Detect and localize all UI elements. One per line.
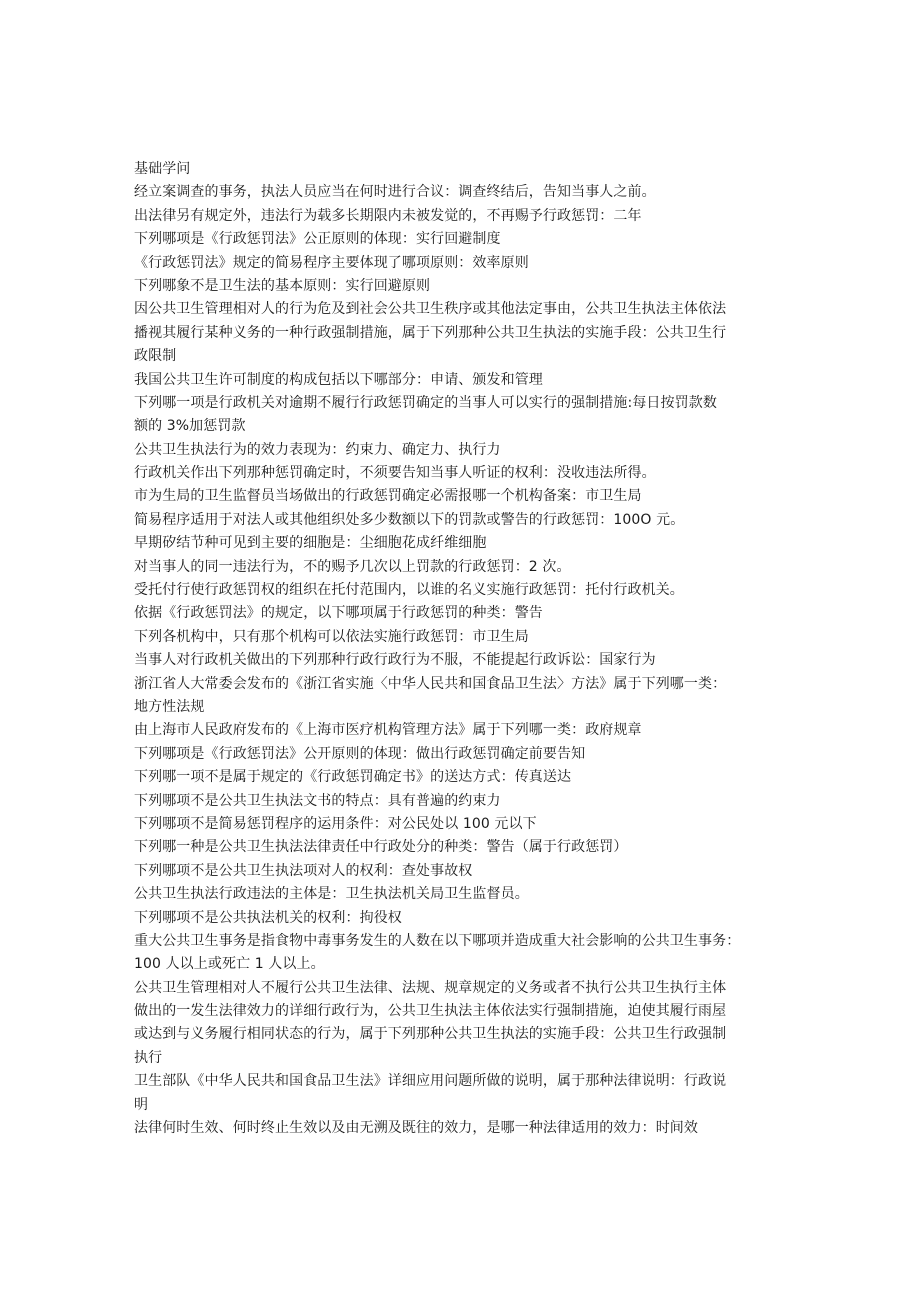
- text-line: 公共卫生执法行为的效力表现为：约束力、确定力、执行力: [134, 441, 501, 458]
- text-line: 对当事人的同一违法行为，不的赐予几次以上罚款的行政惩罚：2 次。: [134, 558, 571, 575]
- text-line: 浙江省人大常委会发布的《浙江省实施〈中华人民共和国食品卫生法〉方法》属于下列哪一类：: [134, 675, 727, 692]
- text-line: 重大公共卫生事务是指食物中毒事务发生的人数在以下哪项并造成重大社会影响的公共卫生事务：: [134, 932, 741, 949]
- text-line: 下列哪项不是公共卫生执法项对人的权利：查处事故权: [134, 862, 473, 879]
- text-line: 下列哪一项不是属于规定的《行政惩罚确定书》的送达方式：传真送达: [134, 769, 572, 786]
- text-line: 或达到与义务履行相同状态的行为，属于下列那种公共卫生执法的实施手段：公共卫生行政强制: [134, 1026, 727, 1043]
- text-line: 下列哪象不是卫生法的基本原则：实行回避原则: [134, 277, 431, 294]
- text-line: 政限制: [134, 348, 177, 365]
- text-line: 行政机关作出下列那种惩罚确定时，不须要告知当事人听证的权利：没收违法所得。: [134, 465, 656, 482]
- text-line: 地方性法规: [134, 698, 205, 715]
- text-line: 依据《行政惩罚法》的规定，以下哪项属于行政惩罚的种类：警告: [134, 605, 543, 622]
- text-line: 早期矽结节种可见到主要的细胞是：尘细胞花成纤维细胞: [134, 535, 487, 552]
- text-line: 下列哪项不是简易惩罚程序的运用条件：对公民处以 100 元以下: [134, 815, 537, 832]
- section-heading: 基础学问: [134, 161, 191, 177]
- text-line: 法律何时生效、何时终止生效以及由无溯及既往的效力，是哪一种法律适用的效力：时间效: [134, 1120, 698, 1137]
- text-line: 下列各机构中，只有那个机构可以依法实施行政惩罚：市卫生局: [134, 628, 529, 645]
- text-line: 受托付行使行政惩罚权的组织在托付范围内，以谁的名义实施行政惩罚：托付行政机关。: [134, 582, 684, 599]
- text-line: 执行: [134, 1049, 163, 1066]
- text-line: 简易程序适用于对法人或其他组织处多少数额以下的罚款或警告的行政惩罚：100O 元。: [134, 511, 685, 528]
- text-line: 下列哪项不是公共执法机关的权利：拘役权: [134, 909, 402, 926]
- text-line: 下列哪项是《行政惩罚法》公开原则的体现：做出行政惩罚确定前要告知: [134, 745, 586, 762]
- text-line: 《行政惩罚法》规定的简易程序主要体现了哪项原则：效率原则: [134, 254, 529, 271]
- text-line: 因公共卫生管理相对人的行为危及到社会公共卫生秩序或其他法定事由，公共卫生执法主体依法: [134, 301, 727, 318]
- text-line: 下列哪一种是公共卫生执法法律责任中行政处分的种类：警告（属于行政惩罚）: [134, 839, 628, 856]
- text-line: 明: [134, 1096, 149, 1113]
- text-line: 做出的一发生法律效力的详细行政行为，公共卫生执法主体依法实行强制措施，迫使其履行雨屋: [134, 1003, 727, 1020]
- text-line: 由上海市人民政府发布的《上海市医疗机构管理方法》属于下列哪一类：政府规章: [134, 722, 642, 739]
- text-line: 出法律另有规定外，违法行为载多长期限内未被发觉的，不再赐予行政惩罚：二年: [134, 207, 642, 224]
- text-line: 下列哪一项是行政机关对逾期不履行行政惩罚确定的当事人可以实行的强制措施:每日按罚款数: [134, 394, 717, 411]
- text-line: 公共卫生管理相对人不履行公共卫生法律、法规、规章规定的义务或者不执行公共卫生执行主体: [134, 979, 727, 996]
- text-line: 市为生局的卫生监督员当场做出的行政惩罚确定必需报哪一个机构备案：市卫生局: [134, 488, 642, 505]
- text-line: 额的 3%加惩罚款: [134, 418, 246, 435]
- text-line: 播视其履行某种义务的一种行政强制措施，属于下列那种公共卫生执法的实施手段：公共卫生行: [134, 324, 727, 341]
- document-body: [134, 158, 798, 1140]
- text-line: 下列哪项不是公共卫生执法文书的特点：具有普遍的约束力: [134, 792, 501, 809]
- text-line: 下列哪项是《行政惩罚法》公正原则的体现：实行回避制度: [134, 231, 501, 248]
- text-line: 100 人以上或死亡 1 人以上。: [134, 956, 325, 973]
- text-line: 我国公共卫生许可制度的构成包括以下哪部分：申请、颁发和管理: [134, 371, 543, 388]
- text-line: 公共卫生执法行政违法的主体是：卫生执法机关局卫生监督员。: [134, 886, 529, 903]
- text-line: 当事人对行政机关做出的下列那种行政行政行为不服，不能提起行政诉讼：国家行为: [134, 652, 656, 669]
- text-line: 经立案调查的事务，执法人员应当在何时进行合议：调查终结后，告知当事人之前。: [134, 184, 656, 201]
- text-line: 卫生部队《中华人民共和国食品卫生法》详细应用问题所做的说明，属于那种法律说明：行政说: [134, 1073, 727, 1090]
